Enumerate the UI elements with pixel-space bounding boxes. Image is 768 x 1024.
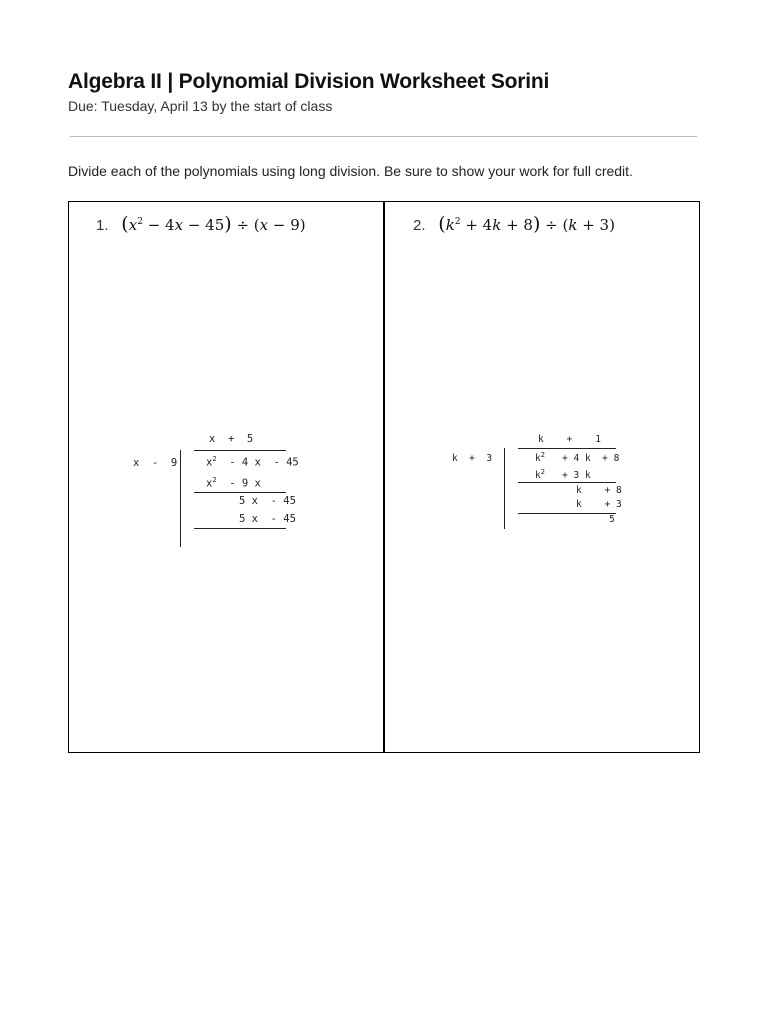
step-subtract-1: $k^2 + 3$ k	[535, 468, 591, 482]
step-subtract-1: $x^2 - 9$ x	[206, 476, 261, 490]
problem-number: 2.	[413, 217, 426, 234]
problem-number: 1.	[96, 217, 109, 234]
problem-expression: $(k^2 + 4k + 8) \div (k + 3)$	[438, 213, 615, 235]
step-bar	[518, 482, 616, 483]
divisor: k + 3	[452, 453, 493, 464]
step-remainder-1: 5 x - 45	[239, 495, 296, 507]
problem-1	[96, 213, 306, 235]
quotient-bar	[194, 450, 286, 451]
header-divider	[70, 136, 697, 137]
problem-expression: $(x^2 - 4x - 45) \div (x - 9)$	[121, 213, 306, 235]
divisor: x - 9	[133, 457, 178, 469]
step-remainder-1: k + 8	[576, 485, 622, 496]
quotient-bar	[518, 448, 616, 449]
column-divider	[383, 201, 385, 753]
quotient: k + 1	[538, 434, 601, 445]
worksheet-title: Algebra II | Polynomial Division Worksheet Sorini	[68, 70, 550, 93]
instructions-text: Divide each of the polynomials using long division. Be sure to show your work for full credit.	[68, 163, 633, 179]
step-subtract-2: 5 x - 45	[239, 513, 296, 525]
step-bar	[194, 528, 286, 529]
step-bar	[194, 492, 286, 493]
remainder: 5	[609, 514, 615, 525]
division-bracket	[504, 448, 505, 529]
step-bar	[518, 513, 616, 514]
quotient: x + 5	[209, 433, 254, 445]
step-subtract-2: k + 3	[576, 499, 622, 510]
problem-2	[413, 213, 615, 235]
dividend: $x^2 - 4$ x - 45	[206, 455, 299, 469]
due-date: Due: Tuesday, April 13 by the start of class	[68, 98, 333, 114]
dividend: $k^2 + 4$ k + 8	[535, 451, 620, 465]
division-bracket	[180, 450, 181, 547]
